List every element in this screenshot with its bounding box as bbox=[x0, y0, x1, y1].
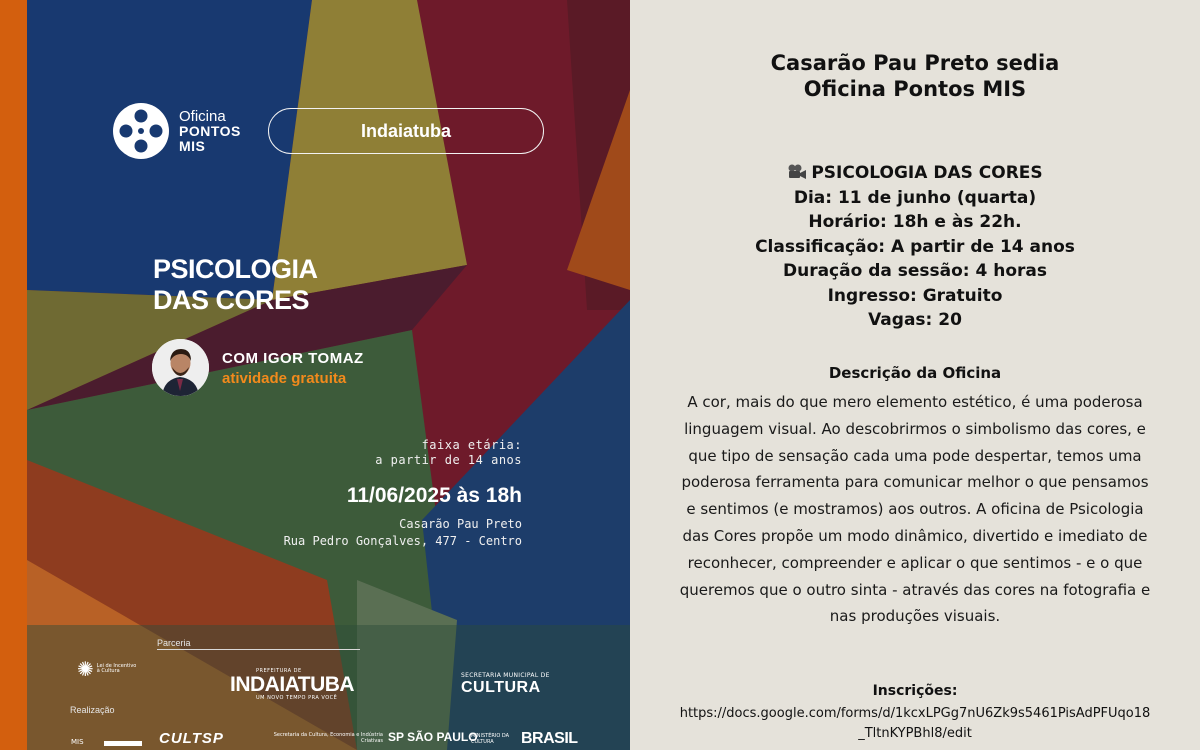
description-text: A cor, mais do que mero elemento estético, é uma poderosa linguagem visual. Ao descobrirmos o simbolismo das cores, e que tipo de sensação cada uma pode despertar, temos uma poderosa ferramenta para comunicar melhor o que pensamos e sentimos (e mostramos) aos outros. A oficina de Psicologia das Cores propõe um modo dinâmico, divertido e imediato de reconhecer, compreender e aplicar o que sentimos - e o que queremos que o outro sinta - através das cores na fotografia e nas produções visuais. bbox=[679, 393, 1151, 626]
event-time: Horário: 18h e às 22h. bbox=[808, 212, 1022, 232]
venue-name: Casarão Pau Preto bbox=[399, 517, 522, 531]
event-rating: Classificação: A partir de 14 anos bbox=[755, 236, 1075, 257]
ministerio-cultura-text: MINISTÉRIO DA CULTURA bbox=[471, 733, 510, 745]
mis-logo-bar bbox=[104, 741, 142, 746]
event-duration: Duração da sessão: 4 horas bbox=[782, 261, 1048, 281]
mis-logo: MIS bbox=[71, 738, 84, 746]
realization-label: Realização bbox=[70, 705, 115, 715]
article-title: Casarão Pau Preto sedia Oficina Pontos MIS bbox=[770, 51, 1060, 101]
sunburst-icon: ✺ bbox=[77, 657, 94, 681]
event-slots: Vagas: 20 bbox=[868, 310, 962, 330]
description-heading: Descrição da Oficina bbox=[828, 364, 1002, 382]
poster-venue bbox=[182, 516, 522, 550]
logo-line-2: PONTOS bbox=[179, 122, 241, 139]
registration-link[interactable]: https://docs.google.com/forms/d/1kcxLPGg7nU6Zk9s5461PisAdPFUqo18_TltnKYPBhl8/edit bbox=[679, 706, 1151, 741]
poster-title-line-2: DAS CORES bbox=[153, 285, 310, 315]
indaiatuba-slogan: UM NOVO TEMPO PRA VOCÊ bbox=[256, 695, 338, 701]
poster-title-line-1: PSICOLOGIA bbox=[153, 254, 318, 284]
lei-incentivo-text: Lei de Incentivo à Cultura bbox=[96, 663, 137, 674]
event-poster bbox=[27, 0, 630, 750]
activity-line bbox=[630, 161, 1200, 186]
film-reel-icon bbox=[112, 102, 170, 160]
film-camera-icon bbox=[787, 164, 807, 180]
secretaria-big-text: CULTURA bbox=[461, 679, 541, 696]
sponsor-logo-row bbox=[71, 730, 630, 750]
prefeitura-label: PREFEITURA DE bbox=[256, 668, 302, 674]
brasil-logo: BRASIL bbox=[521, 730, 578, 747]
partner-label: Parceria bbox=[157, 638, 191, 648]
indaiatuba-wordmark: INDAIATUBA bbox=[230, 673, 355, 696]
host-avatar bbox=[152, 339, 209, 396]
free-activity-note: atividade gratuita bbox=[222, 370, 347, 387]
activity-name: PSICOLOGIA DAS CORES bbox=[811, 163, 1043, 183]
cultsp-logo: CULTSP bbox=[159, 730, 224, 747]
poster-datetime: 11/06/2025 às 18h bbox=[346, 484, 522, 507]
age-rating-label: faixa etária: bbox=[421, 438, 522, 452]
secretaria-cultura-logo bbox=[461, 672, 550, 697]
event-date: Dia: 11 de junho (quarta) bbox=[793, 187, 1037, 208]
logo-line-1: Oficina bbox=[179, 107, 226, 125]
orange-side-strip bbox=[0, 0, 27, 750]
secretaria-estado-text: Secretaria da Cultura, Economia e Indústria Criativas bbox=[273, 732, 383, 744]
venue-address: Rua Pedro Gonçalves, 477 - Centro bbox=[283, 534, 522, 548]
host-name: COM IGOR TOMAZ bbox=[222, 350, 364, 367]
event-article bbox=[630, 0, 1200, 750]
partner-divider bbox=[157, 649, 360, 650]
logo-line-3: MIS bbox=[179, 137, 206, 154]
event-ticket: Ingresso: Gratuito bbox=[827, 285, 1003, 306]
poster-title bbox=[153, 254, 318, 316]
age-rating bbox=[222, 438, 522, 468]
registration-heading: Inscrições: bbox=[872, 683, 958, 699]
oficina-pontos-mis-logo bbox=[112, 102, 241, 160]
secretaria-small-text: SECRETARIA MUNICIPAL DE bbox=[461, 672, 550, 679]
lei-incentivo-logo bbox=[77, 659, 137, 679]
age-rating-value: a partir de 14 anos bbox=[375, 453, 522, 467]
event-details bbox=[630, 161, 1200, 333]
city-pill: Indaiatuba bbox=[268, 108, 544, 154]
sao-paulo-logo: SP SÃO PAULO bbox=[388, 730, 478, 744]
